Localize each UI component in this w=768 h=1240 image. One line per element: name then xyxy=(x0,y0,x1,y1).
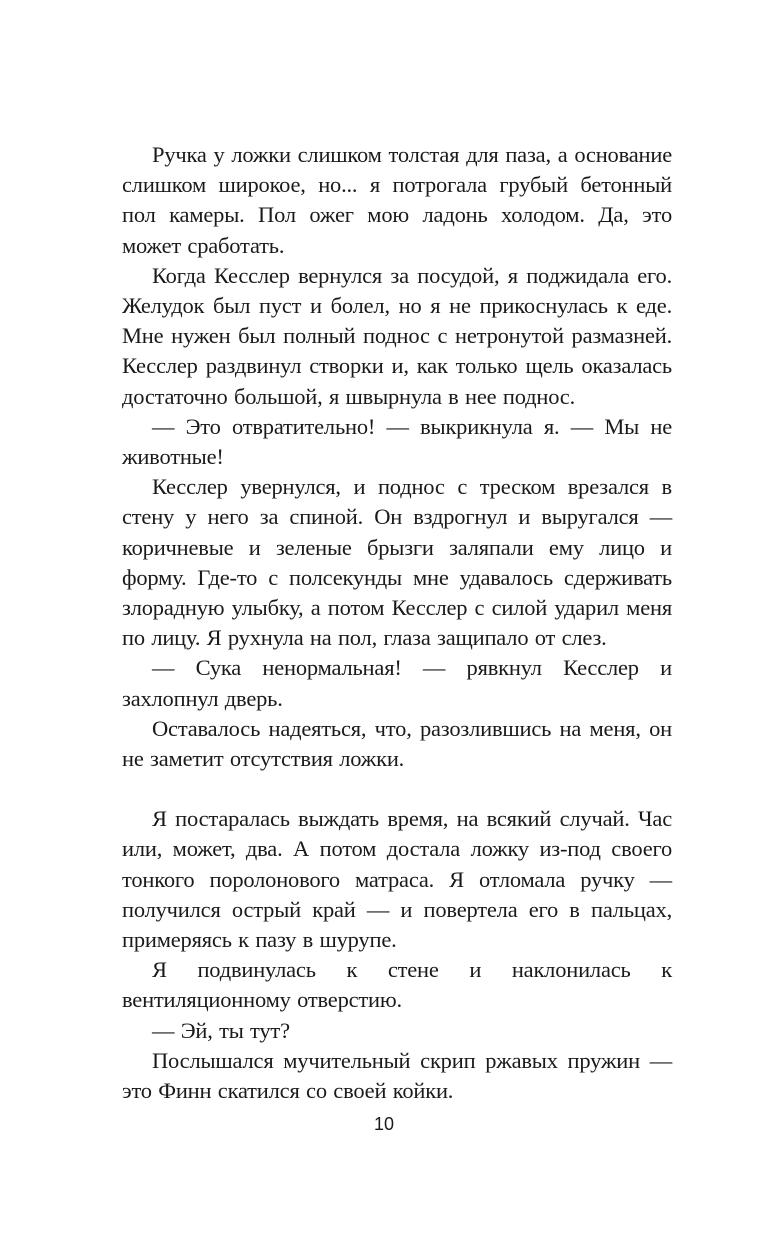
paragraph: Послышался мучительный скрип ржавых пружин — это Финн скатился со своей койки. xyxy=(122,1047,672,1104)
section-break xyxy=(122,774,672,804)
dialogue-line: — Эй, ты тут? xyxy=(152,1017,290,1043)
paragraph: Кесслер увернулся, и поднос с треском врезался в стену у него за спиной. Он вздрогнул и выругался — коричневые и зеленые брызги заляпали ему лицо и форму. Где-то с полсекунды мне удавалось сдерживать злорадную улыбку, а потом Кесслер с силой ударил меня по лицу. Я рухнула на пол, глаза защипало от слез. xyxy=(122,474,672,651)
paragraph: Я постаралась выждать время, на всякий случай. Час или, может, два. А потом достала ложку из-под своего тонкого поролонового матраса. Я отломала ручку — получился острый край — и повертела его в пальцах, примеряясь к пазу в шурупе. xyxy=(122,806,672,953)
paragraph: Ручка у ложки слишком толстая для паза, а основание слишком широкое, но... я потрогала грубый бетонный пол камеры. Пол ожег мою ладонь холодом. Да, это может сработать. xyxy=(122,142,672,258)
page-body xyxy=(122,140,672,1106)
dialogue-line: — Сука ненормальная! — рявкнул Кесслер и захлопнул дверь. xyxy=(122,655,672,711)
paragraph: Оставалось надеяться, что, разозлившись на меня, он не заметит отсутствия ложки. xyxy=(122,715,672,772)
dialogue-line: — Это отвратительно! — выкрикнула я. — Мы не животные! xyxy=(122,413,672,470)
paragraph: Я подвинулась к стене и наклонилась к вентиляционному отверстию. xyxy=(122,957,672,1013)
paragraph: Когда Кесслер вернулся за посудой, я поджидала его. Желудок был пуст и болел, но я не прикоснулась к еде. Мне нужен был полный поднос с нетронутой размазней. Кесслер раздвинул створки и, как только щель оказалась достаточно большой, я швырнула в нее поднос. xyxy=(122,262,672,409)
page-number: 10 xyxy=(373,1114,395,1134)
